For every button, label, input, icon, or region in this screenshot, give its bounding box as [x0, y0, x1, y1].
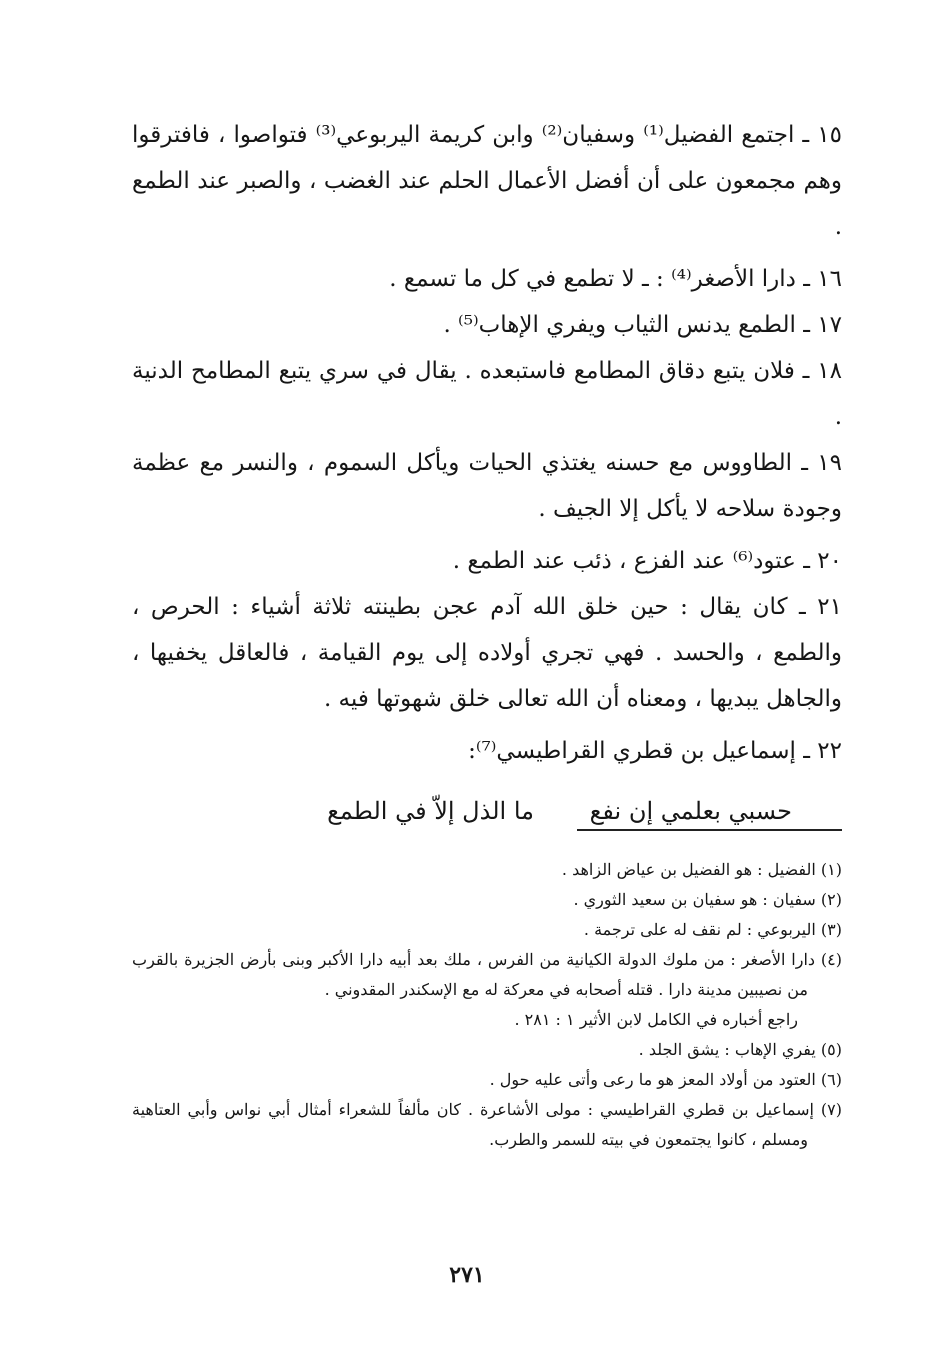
- footnote-7: (٧) إسماعيل بن قطري القراطيسي : مولى الأشاعرة . كان مألفاً للشعراء أمثال أبي نواس وأبي العتاهية ومسلم ، كانوا يجتمعون في بيته للسمر والطرب.: [132, 1100, 842, 1149]
- paragraph-19: ١٩ ـ الطاووس مع حسنه يغتذي الحيات ويأكل السموم ، والنسر مع عظمة وجودة سلاحه لا يأكل إلا الجيف .: [132, 450, 842, 522]
- paragraph-16: ١٦ ـ دارا الأصغر⁽⁴⁾ : ـ لا تطمع في كل ما تسمع .: [389, 266, 842, 292]
- footnotes: [132, 855, 842, 1155]
- footnote-separator: [577, 829, 842, 831]
- verse-second-hemistich: ما الذل إلاّ في الطمع: [327, 797, 534, 825]
- verse-first-hemistich: حسبي بعلمي إن نفع: [589, 797, 792, 825]
- footnote-6: (٦) العتود من أولاد المعز هو ما رعى وأتى عليه حول .: [489, 1070, 842, 1089]
- footnote-3: (٣) اليربوعي : لم نقف له على ترجمة .: [583, 920, 842, 939]
- paragraph-22: ٢٢ ـ إسماعيل بن قطري القراطيسي⁽⁷⁾:: [468, 738, 842, 764]
- footnote-5: (٥) يفري الإهاب : يشق الجلد .: [638, 1040, 842, 1059]
- footnote-1: (١) الفضيل : هو الفضيل بن عياض الزاهد .: [561, 860, 842, 879]
- footnote-4-reference: راجع أخباره في الكامل لابن الأثير ١ : ٢٨١ .: [514, 1010, 798, 1029]
- footnote-4: (٤) دارا الأصغر : من ملوك الدولة الكيانية من الفرس ، ملك بعد أبيه دارا الأكبر وبنى بأرض الجزيرة بالقرب من نصيبين مدينة دارا . قتله أصحابه في معركة له مع الإسكندر المقدوني .: [132, 950, 842, 999]
- footnote-2: (٢) سفيان : هو سفيان بن سعيد الثوري .: [573, 890, 842, 909]
- paragraph-20: ٢٠ ـ عتود⁽⁶⁾ عند الفزع ، ذئب عند الطمع .: [452, 548, 842, 574]
- paragraph-21: ٢١ ـ كان يقال : حين خلق الله آدم عجن بطينته ثلاثة أشياء : الحرص ، والطمع ، والحسد . فهي تجري أولاده إلى يوم القيامة ، فالعاقل يخفيها ، والجاهل يبديها ، ومعناه أن الله تعالى خلق شهوتها فيه .: [132, 594, 842, 712]
- paragraph-15: ١٥ ـ اجتمع الفضيل⁽¹⁾ وسفيان⁽²⁾ وابن كريمة اليربوعي⁽³⁾ فتواصوا ، فافترقوا وهم مجمعون على أن أفضل الأعمال الحلم عند الغضب ، والصبر عند الطمع .: [132, 122, 842, 240]
- paragraph-18: ١٨ ـ فلان يتبع دقاق المطامع فاستبعده . يقال في سري يتبع المطامح الدنية .: [132, 358, 842, 430]
- main-text: [132, 112, 842, 836]
- page-number: ٢٧١: [449, 1262, 485, 1288]
- paragraph-17: ١٧ ـ الطمع يدنس الثياب ويفري الإهاب⁽⁵⁾ .: [443, 312, 842, 338]
